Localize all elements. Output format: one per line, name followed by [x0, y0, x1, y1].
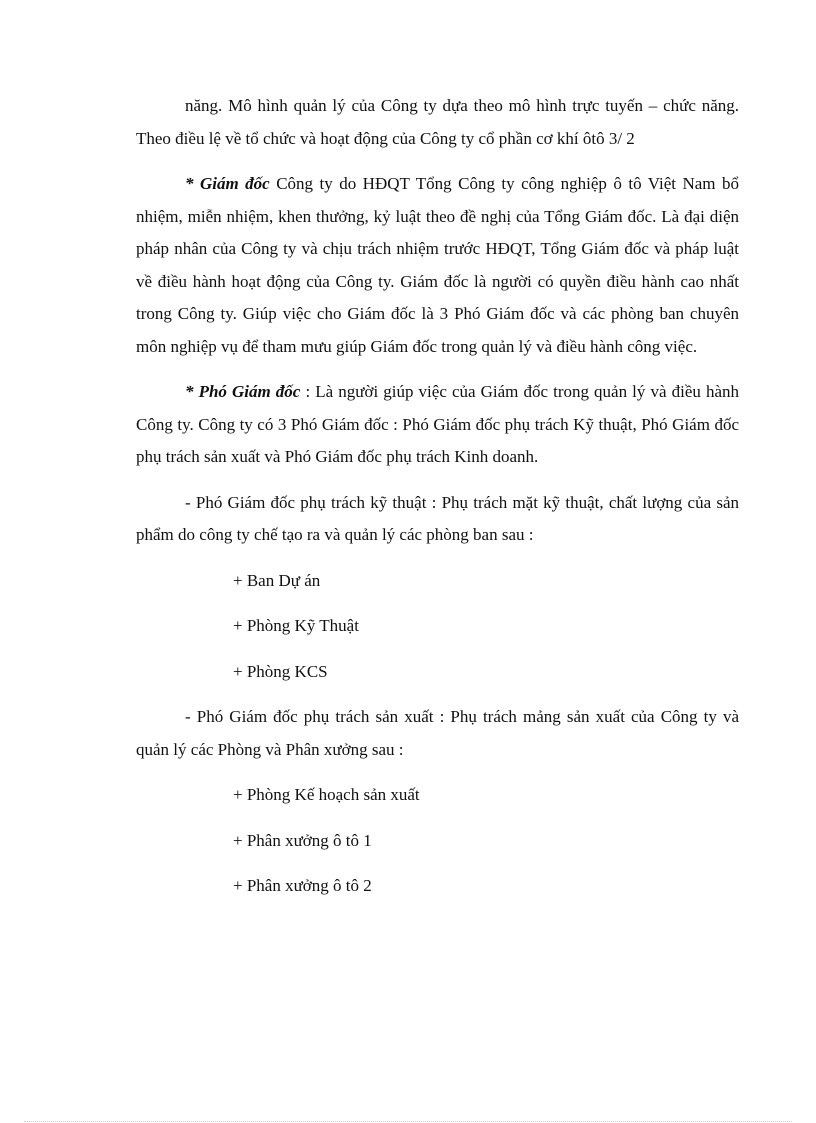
page-bottom-divider — [24, 1121, 792, 1122]
list-item-technical-dept: + Phòng Kỹ Thuật — [233, 616, 359, 635]
technical-deputy-paragraph: - Phó Giám đốc phụ trách kỹ thuật : Phụ trách mặt kỹ thuật, chất lượng của sản phẩm do công ty chế tạo ra và quản lý các phòng ban sau : — [136, 492, 739, 544]
list-item-workshop-1: + Phân xưởng ô tô 1 — [233, 830, 372, 850]
director-heading: * Giám đốc — [185, 174, 270, 193]
deputy-text: : Là người giúp việc của Giám đốc trong quản lý và điều hành Công ty. Công ty có 3 Phó Giám đốc : Phó Giám đốc phụ trách Kỹ thuật, Phó Giám đốc phụ trách sản xuất và Phó Giám đốc phụ trách Kinh doanh. — [136, 382, 739, 466]
director-paragraph — [136, 168, 739, 363]
list-item-production-planning: + Phòng Kế hoạch sản xuất — [233, 785, 420, 804]
production-deputy-paragraph: - Phó Giám đốc phụ trách sản xuất : Phụ trách mảng sản xuất của Công ty và quản lý các Phòng và Phân xưởng sau : — [136, 707, 739, 759]
list-item-workshop-2: + Phân xưởng ô tô 2 — [233, 876, 372, 895]
intro-paragraph: năng. Mô hình quản lý của Công ty dựa theo mô hình trực tuyến – chức năng. Theo điều lệ về tổ chức và hoạt động của Công ty cổ phần cơ khí ôtô 3/ 2 — [136, 96, 739, 148]
director-text: Công ty do HĐQT Tổng Công ty công nghiệp ô tô Việt Nam bổ nhiệm, miễn nhiệm, khen thưởng, kỷ luật theo đề nghị của Tổng Giám đốc. Là đại diện pháp nhân của Công ty và chịu trách nhiệm trước HĐQT, Tổng Giám đốc và pháp luật về điều hành hoạt động của Công ty. Giám đốc là người có quyền điều hành cao nhất trong Công ty. Giúp việc cho Giám đốc là 3 Phó Giám đốc và các phòng ban chuyên môn nghiệp vụ để tham mưu giúp Giám đốc trong quản lý và điều hành công việc. — [136, 174, 739, 356]
deputy-paragraph — [136, 376, 739, 474]
deputy-heading: * Phó Giám đốc — [185, 382, 301, 401]
document-body — [136, 90, 739, 916]
list-item-project-board: + Ban Dự án — [233, 570, 321, 590]
list-item-kcs-dept: + Phòng KCS — [233, 661, 328, 681]
